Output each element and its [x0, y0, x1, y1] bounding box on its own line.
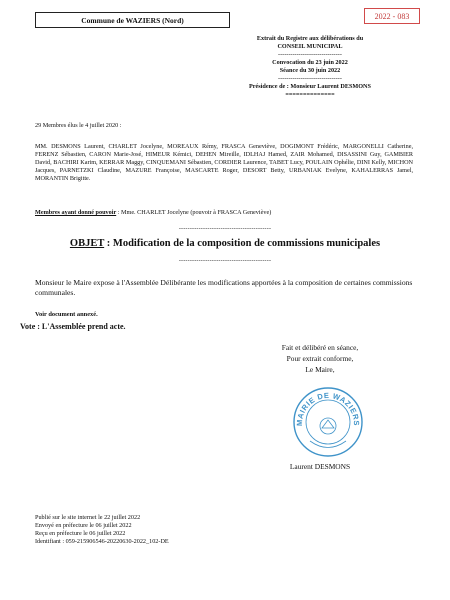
signature-line3: Le Maire,: [305, 365, 335, 374]
stamp-text: MAIRIE DE WAZIERS: [294, 390, 362, 427]
footer-published: Publié sur le site internet le 22 juillet 2022: [35, 514, 141, 521]
footer-block: [35, 514, 335, 546]
objet-title: : Modification de la composition de commissions municipales: [104, 238, 381, 249]
separator-top: ------------------------------------------: [178, 226, 272, 232]
convocation-date: Convocation du 23 juin 2022: [272, 59, 348, 66]
footer-received: Reçu en préfecture le 06 juillet 2022: [35, 530, 126, 537]
register-extract-line2: CONSEIL MUNICIPAL: [277, 43, 343, 50]
mayor-name: Laurent DESMONS: [289, 462, 351, 471]
objet-heading: [35, 238, 415, 249]
annex-note: Voir document annexé.: [35, 311, 98, 318]
header-separator-2: -------------------------------: [278, 75, 342, 82]
signature-line2: Pour extrait conforme,: [286, 354, 354, 363]
presidence: Présidence de : Monsieur Laurent DESMONS: [249, 83, 371, 90]
separator-bottom: ------------------------------------------: [178, 258, 272, 264]
signature-line1: Fait et délibéré en séance,: [281, 343, 359, 352]
header-separator-3: ==============: [285, 91, 335, 98]
register-extract-line1: Extrait du Registre aux délibérations du: [256, 35, 364, 42]
header-separator-1: -------------------------------: [278, 51, 342, 58]
members-proxy: [35, 209, 410, 216]
expose-text: Monsieur le Maire expose à l'Assemblée Délibérante les modifications apportées à la composition de certaines commissions communales.: [35, 278, 413, 297]
seance-date: Séance du 30 juin 2022: [279, 67, 341, 74]
footer-identifier: Identifiant : 059-215906546-20220630-2022_102-DE: [35, 538, 169, 545]
footer-sent: Envoyé en préfecture le 06 juillet 2022: [35, 522, 132, 529]
reference-number: 2022 - 083: [364, 8, 420, 24]
members-present: MM. DESMONS Laurent, CHARLET Jocelyne, MOREAUX Rémy, FRASCA Geneviève, DOGIMONT Frédéric, MARGONELLI Catherine, FERENZ Sébastien, CARON Marie-José, HIMEUR Kémici, DEHEN Mireille, IDLHAJ Hamed, ZAIR Mohamed, DISASSINI Guy, GAMBIER David, BACHIRI Karim, KERRAR Maggy, CINQUEMANI Sébastien, CORDIER Laurence, TABET Lucy, POULAIN Ophélie, DINI Kelly, MICHON Jacques, PARNETZKI Claudine, MAZURE Françoise, MASCARTE Roger, DESORT Betty, URBANIAK Evelyne, KAHALERRAS Jamel, MORANTIN Brigitte.: [35, 143, 413, 182]
vote-result: Vote : L'Assemblée prend acte.: [20, 322, 126, 331]
proxy-label: Membres ayant donné pouvoir: [35, 209, 117, 216]
mairie-stamp-icon: [292, 386, 364, 458]
members-elected: 29 Membres élus le 4 juillet 2020 :: [35, 122, 122, 129]
proxy-text: : Mme. CHARLET Jocelyne (pouvoir à FRASCA Geneviève): [116, 209, 272, 216]
commune-label: Commune de WAZIERS (Nord): [35, 12, 230, 28]
objet-keyword: OBJET: [69, 238, 105, 249]
